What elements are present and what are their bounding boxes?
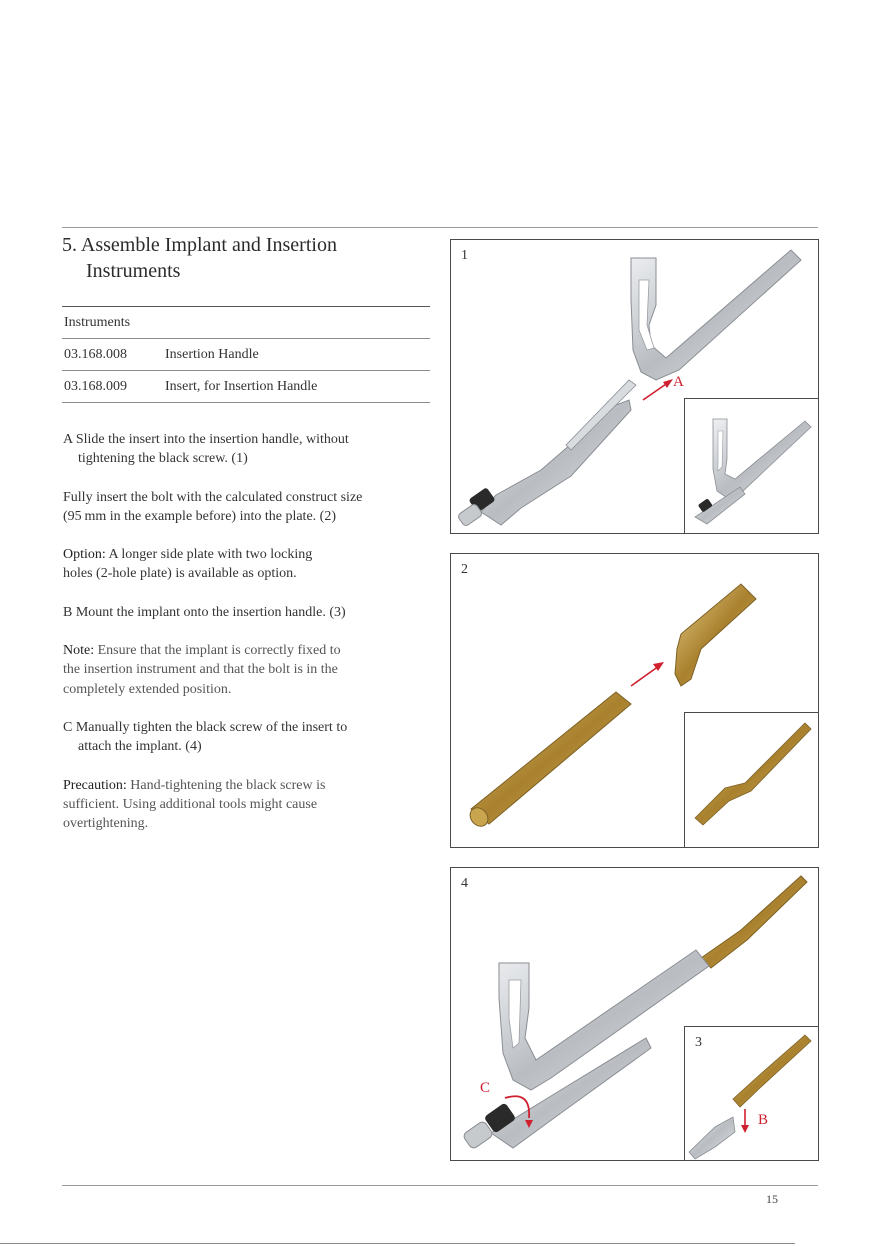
option-label: Option: [63, 547, 106, 563]
precaution-label: Precaution: [63, 777, 127, 793]
instrument-name: Insertion Handle [165, 346, 259, 362]
table-row [62, 339, 430, 371]
arrow-label-c: C [480, 1080, 491, 1096]
panel-3-inset [684, 1026, 819, 1161]
step-a-line2: tightening the black screw. (1) [78, 451, 248, 467]
precaution [63, 776, 423, 834]
precaution-line1: Hand-tightening the black screw is [126, 777, 326, 793]
step-bolt-line2: (95 mm in the example before) into the plate. (2) [63, 508, 336, 524]
panel-1-number: 1 [461, 248, 468, 263]
figure-panel-4 [450, 867, 819, 1161]
top-divider [62, 227, 818, 228]
option-line1: A longer side plate with two locking [105, 547, 313, 563]
note-label: Note: [63, 643, 95, 659]
bottom-divider [62, 1185, 818, 1186]
panel-2-number: 2 [461, 562, 468, 577]
panel-3-number: 3 [695, 1035, 702, 1050]
step-a-line1: A Slide the insert into the insertion handle, without [63, 432, 349, 447]
section-title [62, 232, 422, 284]
arrow-label-b: B [758, 1112, 769, 1128]
panel-1-inset [684, 398, 819, 534]
step-c-line2: attach the implant. (4) [78, 739, 202, 755]
step-bolt [63, 488, 423, 527]
step-c-line1: C Manually tighten the black screw of the insert to [63, 719, 348, 735]
instruments-header-row [62, 307, 430, 339]
footer-line [0, 1243, 795, 1244]
option-line2: holes (2-hole plate) is available as option. [63, 566, 297, 582]
instruments-header: Instruments [64, 314, 131, 330]
step-c [63, 718, 423, 757]
step-bolt-line1: Fully insert the bolt with the calculated construct size [63, 489, 363, 505]
note [63, 641, 423, 699]
step-option [63, 545, 423, 584]
implant-mounting-detail-illustration [685, 1027, 818, 1160]
arrow-label-a: A [673, 374, 684, 390]
figure-panel-2 [450, 553, 819, 848]
instrument-code: 03.168.008 [64, 346, 127, 362]
assembled-bolt-illustration [685, 713, 818, 847]
panel-2-inset [684, 712, 819, 848]
section-title-line2: Instruments [86, 260, 181, 282]
panel-4-number: 4 [461, 876, 468, 891]
note-line2: the insertion instrument and that the bolt is in the [63, 662, 338, 678]
step-a [63, 430, 423, 469]
assembled-handle-illustration [685, 399, 818, 533]
instruments-table [62, 306, 430, 403]
step-b-line: B Mount the implant onto the insertion handle. (3) [63, 604, 346, 620]
table-row [62, 371, 430, 403]
figure-panel-1 [450, 239, 819, 534]
precaution-line2: sufficient. Using additional tools might cause [63, 796, 318, 812]
instrument-name: Insert, for Insertion Handle [165, 378, 318, 394]
note-line3: completely extended position. [63, 681, 232, 697]
precaution-line3: overtightening. [63, 816, 149, 832]
instruction-steps [63, 430, 423, 852]
instrument-code: 03.168.009 [64, 378, 127, 394]
note-line1: Ensure that the implant is correctly fixed to [94, 643, 341, 659]
page-number: 15 [766, 1192, 778, 1206]
step-b [63, 603, 423, 622]
section-title-line1: 5. Assemble Implant and Insertion [62, 234, 337, 256]
